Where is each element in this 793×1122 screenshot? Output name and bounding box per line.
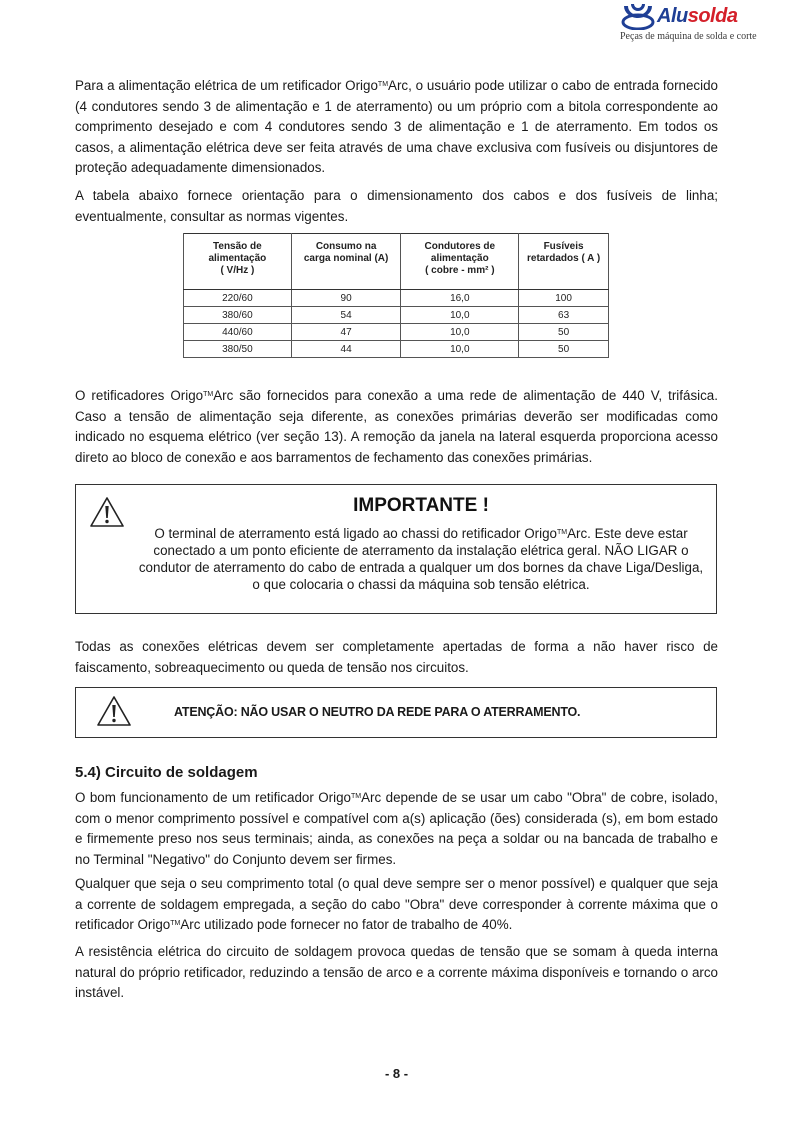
logo-wordmark: [657, 5, 737, 28]
cell-conductors: 16,0: [401, 290, 519, 307]
cable-fuse-table: [183, 233, 609, 358]
logo-crescent-icon: [621, 2, 655, 30]
cell-consumption: 47: [291, 324, 401, 341]
logo-solda: solda: [687, 5, 738, 27]
header-fuses: Fusíveis retardados ( A ): [519, 234, 609, 290]
paragraph-connections-tight: Todas as conexões elétricas devem ser completamente apertadas de forma a não haver risco de faiscamento, sobreaquecimento ou queda de tensão nos circuitos.: [75, 639, 718, 675]
important-body: [136, 525, 706, 593]
logo-tagline: Peças de máquina de solda e corte: [620, 31, 757, 42]
text: Qualquer que seja o seu comprimento total (o qual deve sempre ser o menor possível) e qualquer que seja a corrente de soldagem empregada, a seção do cabo "Obra" deve corresponder à corrente máxima que o retificador Origo: [75, 876, 718, 932]
table-row: [184, 290, 609, 307]
cell-conductors: 10,0: [401, 324, 519, 341]
text: O retificadores Origo: [75, 388, 204, 403]
text: Arc depende de se usar um cabo "Obra" de cobre, isolado, com o menor comprimento possível e compatível com a(s) aplicação (ões) considerada (s), em bom estado e firmemente preso nos seus terminais; ainda, as conexões na peça a soldar ou na bancada de trabalho e no Terminal "Negativo" do Conjunto devem ser firmes.: [75, 790, 719, 867]
trademark: TM: [377, 81, 389, 88]
section-heading: 5.4) Circuito de soldagem: [75, 764, 258, 781]
trademark: TM: [203, 391, 214, 398]
cell-fuses: 50: [519, 341, 609, 358]
text: O terminal de aterramento está ligado ao chassi do retificador Origo: [154, 526, 557, 541]
paragraph-table-intro: A tabela abaixo fornece orientação para o dimensionamento dos cabos e dos fusíveis de linha; eventualmente, consultar as normas vigentes.: [75, 188, 718, 224]
paragraph-cable-section: [75, 874, 718, 936]
paragraph-power-supply: [75, 76, 718, 179]
cell-consumption: 90: [291, 290, 401, 307]
attention-text: ATENÇÃO: NÃO USAR O NEUTRO DA REDE PARA O ATERRAMENTO.: [174, 705, 581, 719]
important-title: IMPORTANTE !: [353, 495, 489, 516]
attention-notice-box: [75, 687, 717, 738]
trademark: TM: [351, 793, 362, 800]
cell-fuses: 100: [519, 290, 609, 307]
paragraph-circuit-resistance: A resistência elétrica do circuito de soldagem provoca quedas de tensão que se somam à queda interna natural do próprio retificador, reduzindo a tensão de arco e a corrente máxima disponíveis e tornando o arco instável.: [75, 944, 718, 1000]
page-number: - 8 -: [384, 1066, 409, 1081]
text: Arc utilizado pode fornecer no fator de trabalho de 40%.: [180, 917, 513, 932]
alusolda-logo: [617, 2, 793, 46]
table-row: [184, 324, 609, 341]
cell-conductors: 10,0: [401, 341, 519, 358]
cell-fuses: 63: [519, 307, 609, 324]
logo-alu: Alu: [657, 5, 688, 27]
table-header-row: [184, 234, 609, 290]
warning-triangle-icon: [96, 695, 132, 727]
cell-consumption: 44: [291, 341, 401, 358]
trademark: TM: [170, 920, 181, 927]
cell-voltage: 220/60: [184, 290, 292, 307]
cell-fuses: 50: [519, 324, 609, 341]
header-conductors: Condutores de alimentação ( cobre - mm² ): [401, 234, 519, 290]
paragraph-welding-cable: [75, 788, 718, 870]
cell-conductors: 10,0: [401, 307, 519, 324]
text: Para a alimentação elétrica de um retificador Origo: [75, 78, 378, 93]
header-consumption: Consumo na carga nominal (A): [291, 234, 401, 290]
text: O bom funcionamento de um retificador Origo: [75, 790, 351, 805]
cell-consumption: 54: [291, 307, 401, 324]
cell-voltage: 380/60: [184, 307, 292, 324]
cell-voltage: 380/50: [184, 341, 292, 358]
trademark: TM: [556, 529, 568, 536]
header-voltage: Tensão de alimentação ( V/Hz ): [184, 234, 292, 290]
table-row: [184, 307, 609, 324]
important-notice-box: [75, 484, 717, 614]
text: Arc são fornecidos para conexão a uma rede de alimentação de 440 V, trifásica. Caso a tensão de alimentação seja diferente, as conexões primárias deverão ser modificadas como indicado no esquema elétrico (ver seção 13). A remoção da janela na lateral esquerda proporciona acesso direto ao bloco de conexão e aos barramentos de fechamento das conexões primárias.: [75, 388, 718, 465]
text: Arc. Este deve estar conectado a um ponto eficiente de aterramento da instalação elétrica geral. NÃO LIGAR o condutor de aterramento do cabo de entrada a qualquer um dos bornes da chave Liga/Desliga, o que colocaria o chassi da máquina sob tensão elétrica.: [138, 526, 704, 592]
paragraph-connection-voltage: [75, 386, 718, 468]
text: Arc, o usuário pode utilizar o cabo de entrada fornecido (4 condutores sendo 3 de alimentação e 1 de aterramento) ou um próprio com a bitola correspondente ao comprimento desejado e com 4 condutores sendo 3 de alimentação e 1 de aterramento. Em todos os casos, a alimentação elétrica deve ser feita através de uma chave exclusiva com fusíveis ou disjuntores de proteção adequadamente dimensionados.: [75, 78, 718, 175]
cell-voltage: 440/60: [184, 324, 292, 341]
table-row: [184, 341, 609, 358]
